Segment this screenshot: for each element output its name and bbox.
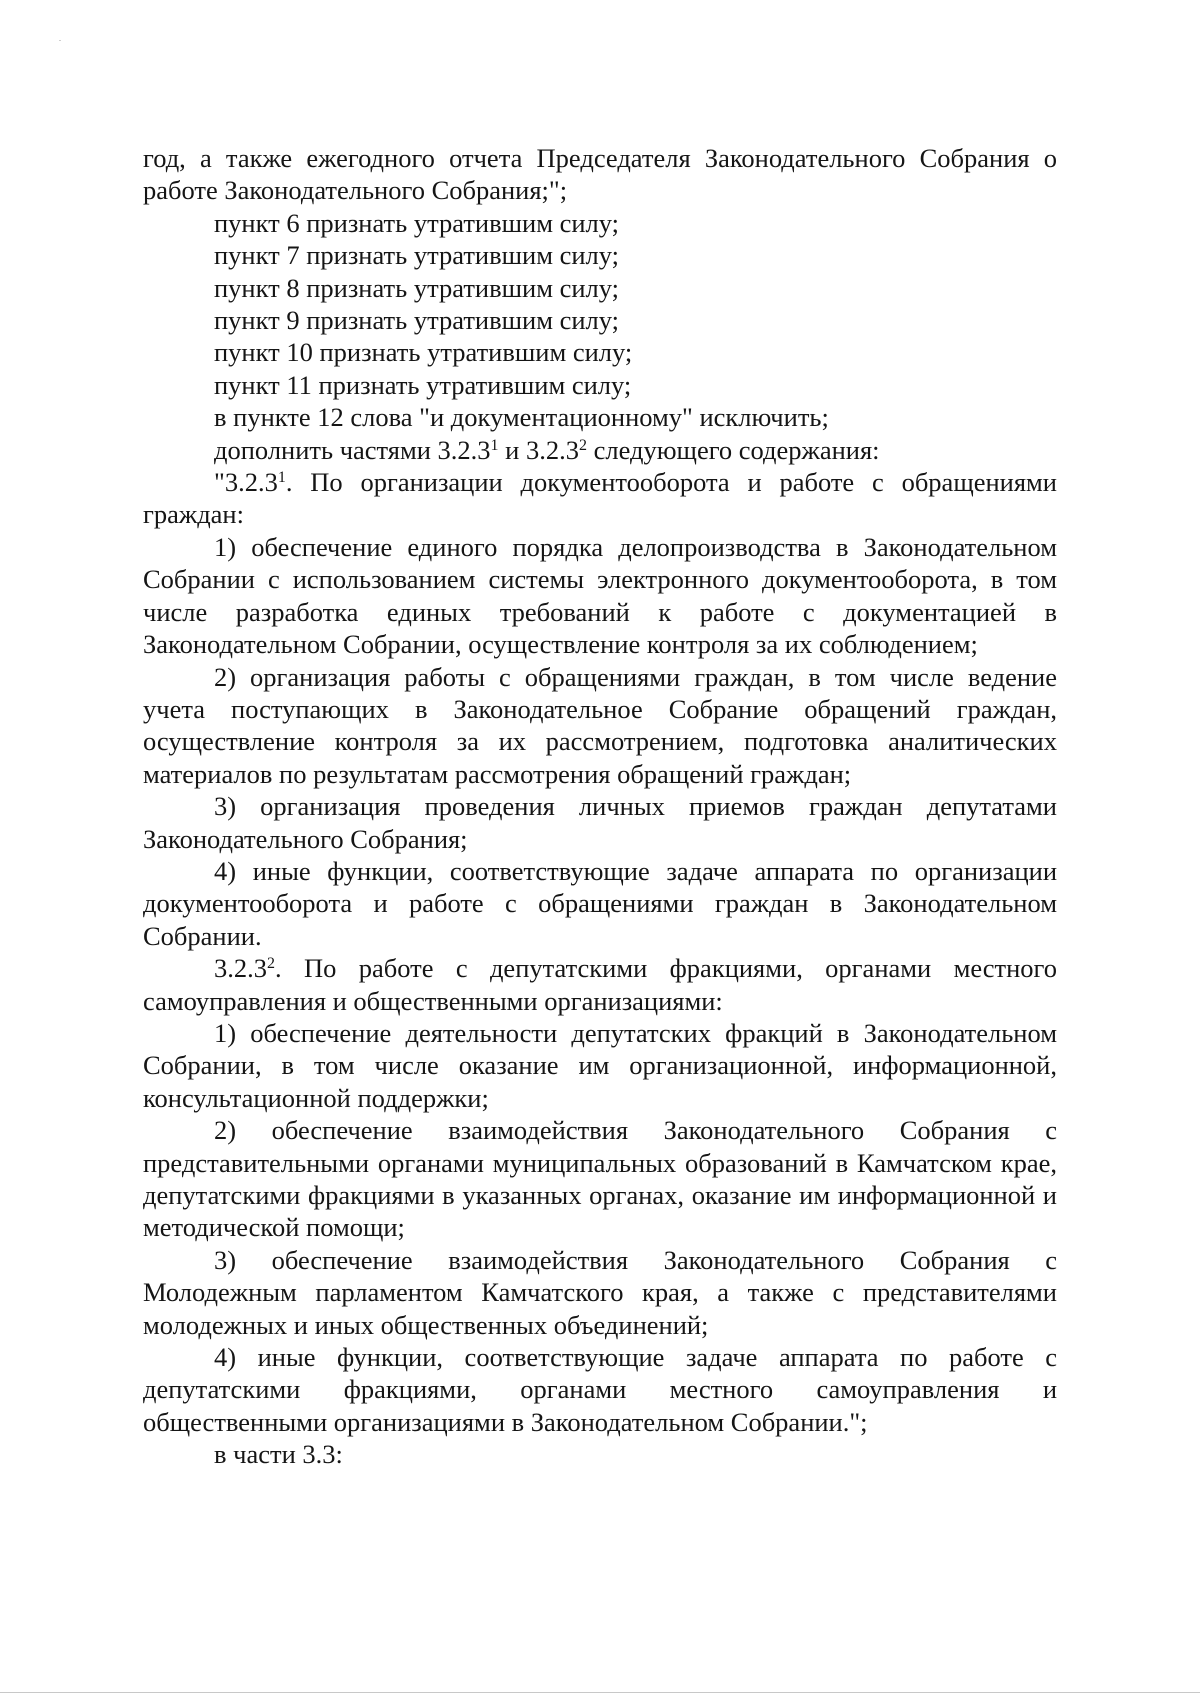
document-page — [143, 142, 1057, 1471]
list-item: пункт 7 признать утратившим силу; — [214, 240, 620, 271]
last-line: в части 3.3: — [214, 1439, 343, 1470]
section-heading-2 — [143, 952, 1057, 1017]
section-2-item: 2) обеспечение взаимодействия Законодательного Собрания с представительными органами муниципальных образований в Камчатском крае, депутатскими фракциями в указанных органах, оказание им информационной и методической помощи; — [143, 1115, 1057, 1243]
list-item: пункт 9 признать утратившим силу; — [214, 305, 620, 336]
section-title: . По работе с депутатскими фракциями, органами местного самоуправления и общественными организациями: — [143, 953, 1057, 1016]
section-heading-1 — [143, 466, 1057, 531]
scan-speck — [59, 40, 61, 41]
list-item: пункт 6 признать утратившим силу; — [214, 207, 620, 238]
superscript: 1 — [277, 469, 286, 487]
supplement-line — [143, 434, 1057, 466]
section-number: 3.2.3 — [214, 953, 267, 984]
section-title: . По организации документооборота и работе с обращениями граждан: — [143, 467, 1057, 530]
paragraph-continuation: год, а также ежегодного отчета Председателя Законодательного Собрания о работе Законодательного Собрания;"; — [143, 143, 1057, 206]
section-2-item: 4) иные функции, соответствующие задаче аппарата по работе с депутатскими фракциями, органами местного самоуправления и общественными организациями в Законодательном Собрании."; — [143, 1342, 1057, 1437]
superscript: 1 — [490, 436, 499, 454]
section-2-item: 1) обеспечение деятельности депутатских фракций в Законодательном Собрании, в том числе оказание им организационной, информационной, консультационной поддержки; — [143, 1017, 1057, 1113]
section-1-item: 4) иные функции, соответствующие задаче аппарата по организации документооборота и работе с обращениями граждан в Законодательном Собрании. — [143, 855, 1057, 951]
section-1-item: 3) организация проведения личных приемов граждан депутатами Законодательного Собрания; — [143, 791, 1057, 854]
supplement-pre: дополнить частями 3.2.3 — [214, 434, 491, 465]
supplement-post: следующего содержания: — [586, 434, 880, 465]
list-item: пункт 8 признать утратившим силу; — [214, 272, 620, 303]
scan-edge-line — [0, 1692, 1200, 1693]
supplement-mid: и 3.2.3 — [498, 434, 579, 465]
section-1-item: 2) организация работы с обращениями граждан, в том числе ведение учета поступающих в Законодательное Собрание обращений граждан, осуществление контроля за их рассмотрением, подготовка аналитических материалов по результатам рассмотрения обращений граждан; — [143, 661, 1057, 789]
superscript: 2 — [578, 436, 587, 454]
list-item: пункт 11 признать утратившим силу; — [214, 369, 632, 400]
section-2-item: 3) обеспечение взаимодействия Законодательного Собрания с Молодежным парламентом Камчатского края, а также с представителями молодежных и иных общественных объединений; — [143, 1244, 1057, 1340]
list-item: пункт 10 признать утратившим силу; — [214, 337, 633, 368]
section-number: "3.2.3 — [214, 467, 278, 498]
superscript: 2 — [267, 955, 275, 973]
list-item: в пункте 12 слова "и документационному" исключить; — [214, 402, 829, 433]
section-1-item: 1) обеспечение единого порядка делопроизводства в Законодательном Собрании с использованием системы электронного документооборота, в том числе разработка единых требований к работе с документацией в Законодательном Собрании, осуществление контроля за их соблюдением; — [143, 531, 1057, 660]
